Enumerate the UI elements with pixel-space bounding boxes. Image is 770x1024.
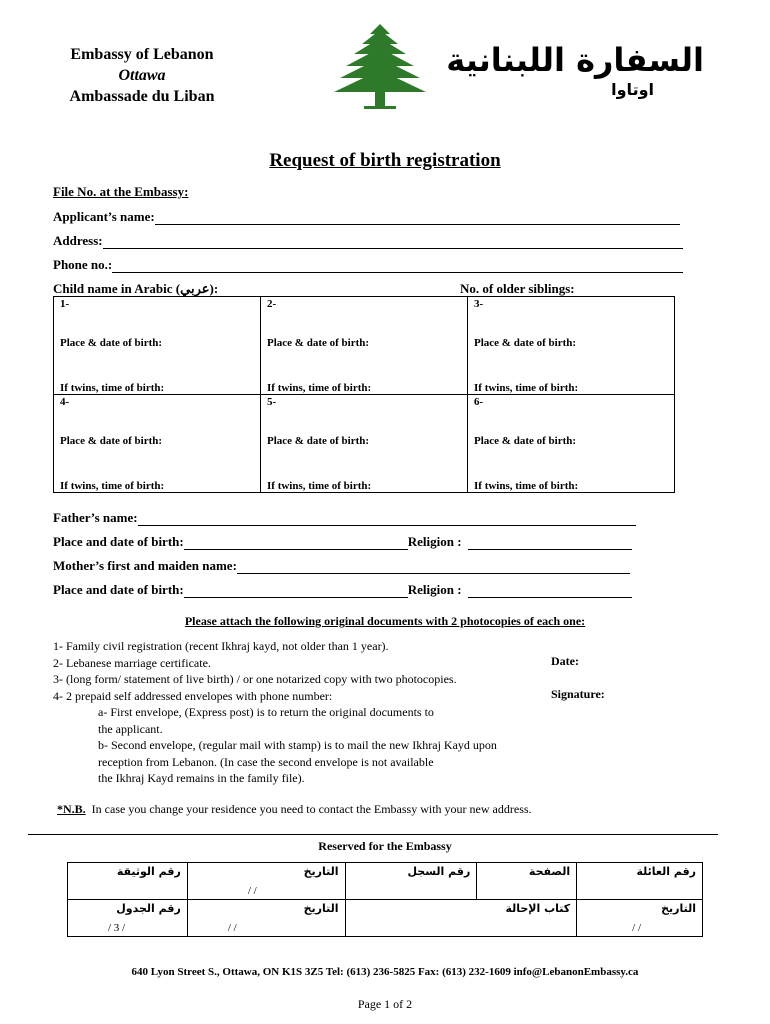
page-ar-label: الصفحة — [528, 865, 571, 878]
city-ar: اوتاوا — [611, 80, 654, 99]
divider — [28, 834, 718, 835]
father-birth-label: Place and date of birth: — [53, 534, 184, 549]
father-religion-label: Religion : — [407, 534, 462, 549]
org-name-fr: Ambassade du Liban — [69, 88, 215, 105]
mother-birth-line[interactable] — [184, 586, 408, 598]
older-siblings-field — [460, 281, 575, 297]
children-table — [53, 296, 675, 493]
child-cell[interactable] — [261, 395, 468, 493]
child-place-date-label: Place & date of birth: — [474, 337, 577, 349]
embassy-cell[interactable] — [345, 900, 577, 937]
nb-text: In case you change your residence you need to contact the Embassy with your new address. — [91, 802, 532, 816]
list-item: 4- 2 prepaid self addressed envelopes with phone number: — [53, 688, 333, 703]
list-item: reception from Lebanon. (In case the second envelope is not available — [98, 754, 434, 769]
list-item: the applicant. — [98, 721, 163, 736]
child-cell[interactable] — [261, 297, 468, 395]
page-number: Page 1 of 2 — [357, 997, 413, 1011]
address-field[interactable] — [53, 233, 683, 249]
child-name-label: Child name in Arabic (عربي): — [53, 281, 219, 296]
mother-religion-label: Religion : — [407, 582, 462, 597]
mother-religion-line[interactable] — [468, 586, 632, 598]
child-twins-label: If twins, time of birth: — [60, 382, 165, 394]
mother-birth-field[interactable] — [53, 582, 632, 598]
child-number: 3- — [474, 298, 484, 310]
embassy-cell[interactable] — [68, 900, 188, 937]
phone-field[interactable] — [53, 257, 683, 273]
date-ar-label: التاريخ — [303, 902, 339, 915]
child-twins-label: If twins, time of birth: — [267, 382, 372, 394]
attach-heading: Please attach the following original documents with 2 photocopies of each one: — [184, 614, 586, 628]
embassy-cell[interactable] — [577, 863, 703, 900]
phone-label: Phone no.: — [53, 257, 113, 272]
applicant-name-field[interactable] — [53, 209, 680, 225]
child-twins-label: If twins, time of birth: — [474, 382, 579, 394]
file-no-label: File No. at the Embassy: — [53, 184, 189, 199]
child-number: 6- — [474, 396, 484, 408]
document-number-label: رقم الوثيقة — [116, 865, 181, 878]
register-number-label: رقم السجل — [407, 865, 471, 878]
nb-note — [57, 802, 532, 817]
father-name-line[interactable] — [138, 514, 636, 526]
applicant-name-line[interactable] — [155, 213, 680, 225]
signature-label: Signature: — [551, 687, 605, 701]
child-cell[interactable] — [468, 297, 675, 395]
father-name-field[interactable] — [53, 510, 636, 526]
child-cell[interactable] — [54, 297, 261, 395]
org-name-en: Embassy of Lebanon — [70, 46, 214, 63]
list-item: a- First envelope, (Express post) is to return the original documents to — [98, 705, 434, 719]
child-twins-label: If twins, time of birth: — [267, 480, 372, 492]
embassy-cell[interactable] — [68, 863, 188, 900]
mother-name-label: Mother’s first and maiden name: — [53, 558, 237, 573]
mother-name-line[interactable] — [237, 562, 630, 574]
date-slashes: / / — [227, 922, 237, 934]
child-twins-label: If twins, time of birth: — [60, 480, 165, 492]
documents-list — [53, 638, 497, 787]
child-place-date-label: Place & date of birth: — [60, 435, 163, 447]
child-cell[interactable] — [54, 395, 261, 493]
family-number-label: رقم العائلة — [636, 865, 696, 878]
father-birth-line[interactable] — [184, 538, 408, 550]
city-en: Ottawa — [118, 67, 166, 84]
embassy-name-block — [52, 44, 232, 107]
footer-contact: 640 Lyon Street S., Ottawa, ON K1S 3Z5 Tel: (613) 236-5825 Fax: (613) 232-1609 info@LebanonEmbassy.ca — [131, 966, 639, 978]
older-siblings-label: No. of older siblings: — [460, 281, 575, 296]
nb-mark: *N.B. — [57, 802, 86, 816]
address-label: Address: — [53, 233, 103, 248]
schedule-number-label: رقم الجدول — [116, 902, 181, 915]
father-name-label: Father’s name: — [53, 510, 138, 525]
child-number: 4- — [60, 396, 70, 408]
reserved-heading: Reserved for the Embassy — [318, 839, 452, 853]
child-number: 2- — [267, 298, 277, 310]
list-item: b- Second envelope, (regular mail with stamp) is to mail the new Ikhraj Kayd upon — [98, 738, 497, 752]
embassy-cell[interactable] — [477, 863, 577, 900]
page-title: Request of birth registration — [269, 150, 501, 171]
phone-line[interactable] — [112, 261, 683, 273]
embassy-name-ar — [446, 40, 704, 99]
date-ar-label: التاريخ — [303, 865, 339, 878]
list-item: 1- Family civil registration (recent Ikhraj kayd, not older than 1 year). — [53, 639, 389, 653]
address-line[interactable] — [103, 237, 683, 249]
child-place-date-label: Place & date of birth: — [267, 435, 370, 447]
list-item: 2- Lebanese marriage certificate. — [53, 655, 211, 670]
child-place-date-label: Place & date of birth: — [474, 435, 577, 447]
date-slashes: / / — [632, 922, 642, 934]
embassy-cell[interactable] — [187, 900, 345, 937]
mother-name-field[interactable] — [53, 558, 630, 574]
child-twins-label: If twins, time of birth: — [474, 480, 579, 492]
list-item: the Ikhraj Kayd remains in the family file). — [98, 771, 305, 785]
embassy-table — [67, 862, 703, 937]
org-name-ar: السفارة اللبنانية — [446, 41, 704, 79]
father-birth-field[interactable] — [53, 534, 632, 550]
cedar-logo-icon — [330, 22, 430, 110]
date-ar-label: التاريخ — [661, 902, 696, 915]
applicant-name-label: Applicant’s name: — [53, 209, 155, 224]
file-no-field[interactable] — [53, 184, 188, 200]
mother-birth-label: Place and date of birth: — [53, 582, 184, 597]
child-cell[interactable] — [468, 395, 675, 493]
referral-letter-label: كتاب الإحالة — [505, 902, 571, 915]
schedule-value: / 3 / — [108, 922, 126, 934]
date-slashes: / / — [247, 885, 257, 897]
embassy-cell[interactable] — [577, 900, 703, 937]
date-label: Date: — [551, 654, 579, 668]
child-place-date-label: Place & date of birth: — [267, 337, 370, 349]
embassy-cell[interactable] — [187, 863, 345, 900]
embassy-cell[interactable] — [345, 863, 477, 900]
child-place-date-label: Place & date of birth: — [60, 337, 163, 349]
child-name-field — [53, 281, 218, 297]
child-number: 1- — [60, 298, 70, 310]
list-item: 3- (long form/ statement of live birth) / or one notarized copy with two photocopies. — [53, 672, 457, 686]
father-religion-line[interactable] — [468, 538, 632, 550]
child-number: 5- — [267, 396, 277, 408]
